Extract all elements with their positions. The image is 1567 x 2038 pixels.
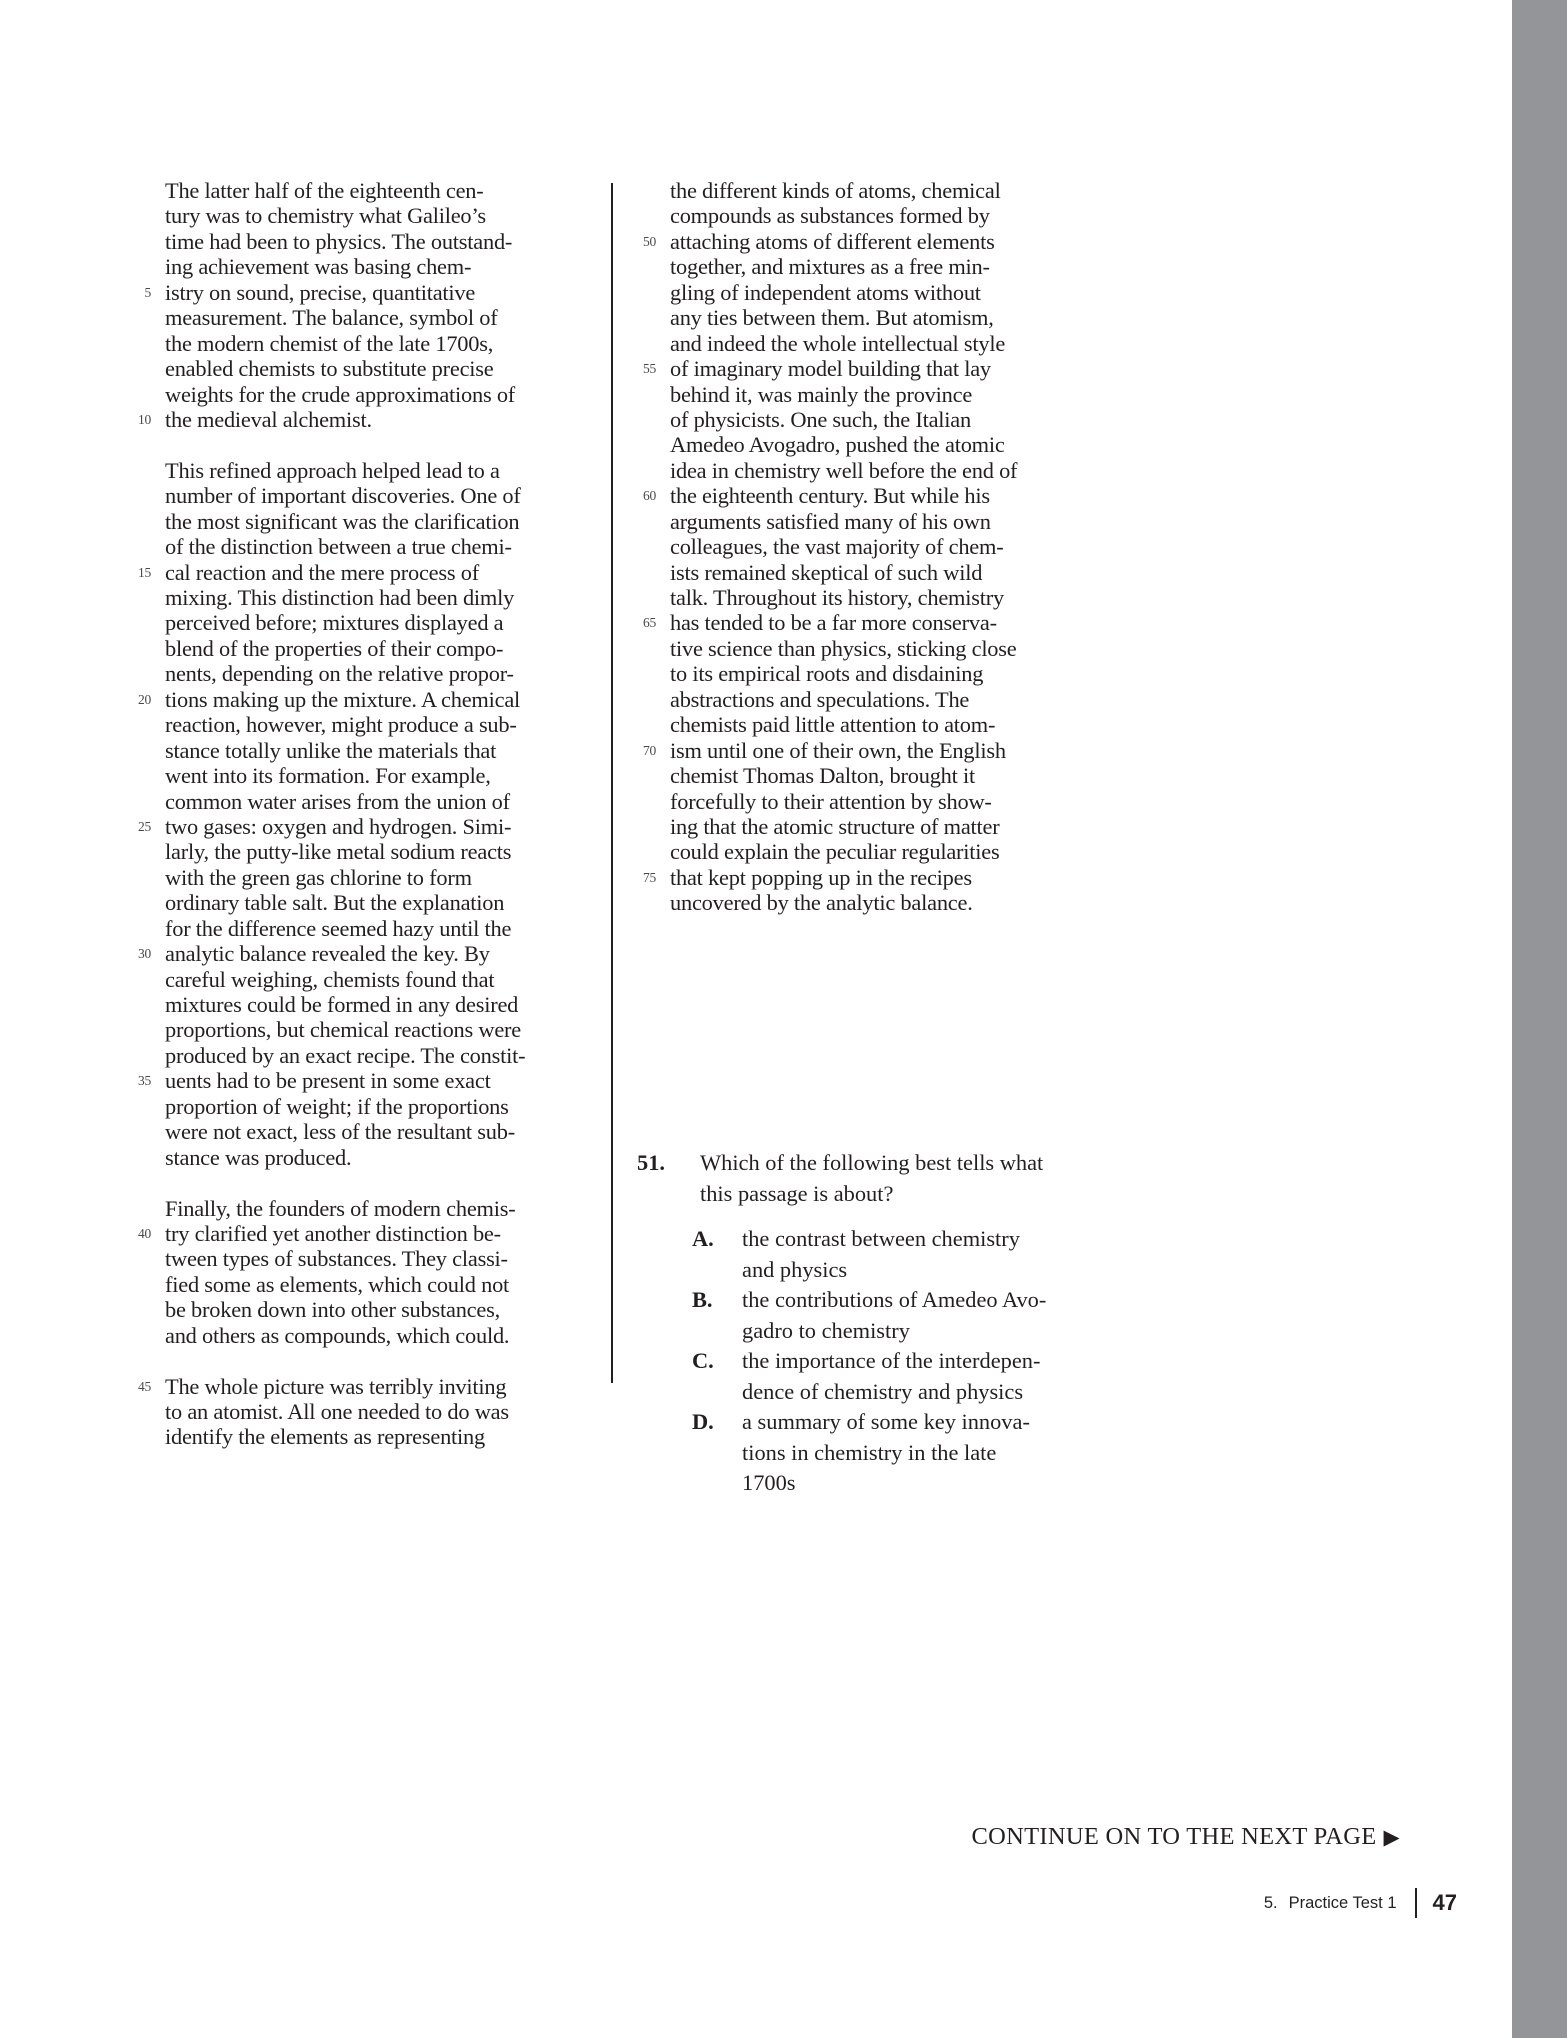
passage-line-text: stance totally unlike the materials that [165, 737, 497, 763]
passage-line [165, 483, 585, 508]
line-number: 55 [642, 361, 656, 377]
footer-chapter-number: 5. [1263, 1893, 1278, 1912]
continue-banner [0, 1795, 1400, 1879]
passage-line [642, 228, 1090, 254]
passage-line [165, 305, 585, 330]
passage-line [165, 992, 585, 1017]
passage-line [165, 356, 585, 381]
passage-line [670, 509, 1090, 534]
passage-line [670, 585, 1090, 610]
question-block [637, 1148, 1097, 1499]
passage-line-text: tween types of substances. They classi- [165, 1246, 508, 1272]
passage-line [165, 331, 585, 356]
passage-line-text: This refined approach helped lead to a [165, 457, 500, 483]
passage-line-text: proportions, but chemical reactions were [165, 1017, 522, 1043]
passage-line [165, 712, 585, 737]
passage-line-text: uncovered by the analytic balance. [670, 890, 973, 916]
answer-choice-letter: D. [692, 1409, 714, 1434]
passage-line-text: ists remained skeptical of such wild [670, 559, 983, 585]
line-number: 40 [137, 1225, 151, 1241]
passage-line [137, 1068, 585, 1094]
passage-line-text: gling of independent atoms without [670, 279, 981, 305]
answer-choice-line: 1700s [742, 1470, 796, 1495]
passage-line [642, 610, 1090, 636]
passage-line [165, 1323, 585, 1348]
passage-line [137, 941, 585, 967]
passage-line [165, 1119, 585, 1144]
line-number: 10 [137, 411, 151, 427]
answer-choice-d[interactable] [692, 1407, 1097, 1499]
footer-divider [1415, 1888, 1417, 1918]
passage-line-text: fied some as elements, which could not [165, 1271, 510, 1297]
passage-line-text: colleagues, the vast majority of chem- [670, 534, 1004, 560]
column-divider [611, 183, 613, 1383]
passage-line-text: compounds as substances formed by [670, 203, 990, 229]
passage-line [165, 509, 585, 534]
answer-choice-line: the importance of the interdepen- [742, 1348, 1041, 1373]
passage-line [165, 738, 585, 763]
passage-line [670, 687, 1090, 712]
answer-choice-c[interactable] [692, 1346, 1097, 1407]
passage-line-text: arguments satisfied many of his own [670, 508, 991, 534]
passage-line-text: careful weighing, chemists found that [165, 966, 495, 992]
line-number: 15 [137, 564, 151, 580]
line-number: 45 [137, 1378, 151, 1394]
passage-line-text: reaction, however, might produce a sub- [165, 712, 517, 738]
passage-line [670, 814, 1090, 839]
passage-line-text: be broken down into other substances, [165, 1297, 500, 1323]
answer-choice-a[interactable] [692, 1224, 1097, 1285]
passage-line [165, 661, 585, 686]
passage-line [165, 458, 585, 483]
passage-line [137, 406, 585, 432]
passage-line [670, 203, 1090, 228]
passage-line-text: identify the elements as representing [165, 1424, 485, 1450]
passage-line-text: has tended to be a far more conserva- [670, 610, 997, 636]
answer-choice-line: the contributions of Amedeo Avo- [742, 1287, 1047, 1312]
passage-line-text: uents had to be present in some exact [165, 1068, 491, 1094]
line-number: 35 [137, 1073, 151, 1089]
passage-line-text: attaching atoms of different elements [670, 228, 995, 254]
passage-line-text: together, and mixtures as a free min- [670, 254, 990, 280]
passage-line-text: tive science than physics, sticking close [670, 635, 1017, 661]
passage-line [137, 813, 585, 839]
passage-line [165, 1246, 585, 1271]
passage-line [670, 432, 1090, 457]
passage-line-text: the different kinds of atoms, chemical [670, 178, 1001, 203]
line-number: 70 [642, 742, 656, 758]
passage-line-text: tions making up the mixture. A chemical [165, 686, 521, 712]
passage-line [670, 382, 1090, 407]
page-footer [1264, 1888, 1457, 1918]
passage-line-text: produced by an exact recipe. The constit- [165, 1042, 526, 1068]
passage-line-text: chemists paid little attention to atom- [670, 712, 996, 738]
passage-line-text: ism until one of their own, the English [670, 737, 1006, 763]
passage-line [670, 712, 1090, 737]
question-stem-line: this passage is about? [700, 1180, 894, 1206]
passage-line [137, 1220, 585, 1246]
passage-line-text: talk. Throughout its history, chemistry [670, 585, 1004, 610]
passage-line-text: the medieval alchemist. [165, 406, 372, 432]
passage-line-text: could explain the peculiar regularities [670, 839, 1000, 865]
passage-line-text: the modern chemist of the late 1700s, [165, 330, 494, 356]
passage-line [670, 305, 1090, 330]
line-number: 30 [137, 946, 151, 962]
passage-line [165, 839, 585, 864]
passage-line-text: mixtures could be formed in any desired [165, 992, 519, 1017]
passage-line [670, 839, 1090, 864]
passage-line [670, 178, 1090, 203]
passage-line [642, 864, 1090, 890]
answer-choice-line: gadro to chemistry [742, 1317, 910, 1343]
passage-line [165, 1272, 585, 1297]
passage-line [165, 1399, 585, 1424]
continue-label: CONTINUE ON TO THE NEXT PAGE [971, 1823, 1377, 1850]
passage-line-text: try clarified yet another distinction be- [165, 1220, 501, 1246]
question-number: 51. [637, 1150, 665, 1175]
passage-line-text: measurement. The balance, symbol of [165, 305, 498, 331]
passage-line [165, 636, 585, 661]
passage-line [670, 407, 1090, 432]
passage-line [165, 178, 585, 203]
passage-line [165, 890, 585, 915]
answer-choice-letter: B. [692, 1287, 713, 1312]
passage-line-text: perceived before; mixtures displayed a [165, 610, 504, 636]
passage-line [670, 636, 1090, 661]
passage-line-text: proportion of weight; if the proportions [165, 1093, 509, 1119]
footer-title: Practice Test 1 [1288, 1893, 1397, 1912]
triangle-right-icon: ▶ [1383, 1825, 1400, 1849]
passage-line [670, 763, 1090, 788]
footer-page-number: 47 [1432, 1890, 1457, 1915]
line-number: 5 [144, 284, 151, 300]
passage-line-text: any ties between them. But atomism, [670, 305, 994, 331]
passage-line [670, 280, 1090, 305]
passage-line [137, 686, 585, 712]
passage-line [165, 1094, 585, 1119]
passage-line [137, 1373, 585, 1399]
passage-line [137, 559, 585, 585]
passage-line-text: of imaginary model building that lay [670, 356, 991, 382]
passage-line-text: and indeed the whole intellectual style [670, 330, 1006, 356]
passage-line-text: went into its formation. For example, [165, 763, 491, 789]
passage-line [670, 331, 1090, 356]
passage-line-text: the eighteenth century. But while his [670, 483, 990, 509]
passage-line-text: Amedeo Avogadro, pushed the atomic [670, 432, 1005, 458]
passage-line [642, 483, 1090, 509]
passage-line-text: with the green gas chlorine to form [165, 864, 472, 890]
answer-choice-line: a summary of some key innova- [742, 1409, 1030, 1434]
passage-line [165, 585, 585, 610]
passage-line [670, 534, 1090, 559]
passage-line-text: Finally, the founders of modern chemis- [165, 1195, 516, 1221]
line-number: 50 [642, 233, 656, 249]
passage-line [144, 279, 585, 305]
passage-line-text: abstractions and speculations. The [670, 686, 970, 712]
passage-line [165, 1297, 585, 1322]
line-number: 20 [137, 691, 151, 707]
passage-line-text: larly, the putty-like metal sodium reacts [165, 839, 512, 865]
line-number: 60 [642, 488, 656, 504]
answer-choices [637, 1224, 1097, 1499]
passage-line [165, 254, 585, 279]
passage-line-text: ing that the atomic structure of matter [670, 813, 1000, 839]
question-stem-row [637, 1148, 1097, 1209]
passage-line-text: istry on sound, precise, quantitative [165, 279, 476, 305]
passage-line [165, 382, 585, 407]
passage-line [642, 356, 1090, 382]
passage-line-text: tury was to chemistry what Galileo’s [165, 203, 486, 229]
answer-choice-line: dence of chemistry and physics [742, 1378, 1024, 1404]
passage-line [670, 789, 1090, 814]
passage-line-text: stance was produced. [165, 1144, 352, 1170]
line-number: 25 [137, 818, 151, 834]
passage-line [670, 890, 1090, 915]
passage-line-text: nents, depending on the relative propor- [165, 661, 514, 687]
answer-choice-line: and physics [742, 1256, 848, 1282]
passage-line [165, 534, 585, 559]
passage-line [670, 661, 1090, 686]
question-stem [700, 1148, 1097, 1209]
right-edge-bar [1512, 0, 1567, 2038]
answer-choice-letter: C. [692, 1348, 714, 1373]
passage-line [165, 1145, 585, 1170]
passage-line-text: analytic balance revealed the key. By [165, 941, 490, 967]
passage-line [165, 967, 585, 992]
passage-line-text: time had been to physics. The outstand- [165, 228, 513, 254]
passage-line [165, 610, 585, 635]
passage-line [165, 1017, 585, 1042]
question-stem-line: Which of the following best tells what [700, 1150, 1044, 1175]
passage-line-text: enabled chemists to substitute precise [165, 356, 494, 382]
passage-line-text: that kept popping up in the recipes [670, 864, 972, 890]
passage-left-column [137, 178, 585, 1450]
passage-line-text: were not exact, less of the resultant sub- [165, 1119, 515, 1145]
paragraph-gap [165, 432, 585, 457]
paragraph-gap [165, 1170, 585, 1195]
passage-line-text: blend of the properties of their compo- [165, 635, 504, 661]
passage-line-text: two gases: oxygen and hydrogen. Simi- [165, 813, 512, 839]
passage-line-text: to its empirical roots and disdaining [670, 661, 984, 687]
passage-line-text: of physicists. One such, the Italian [670, 406, 971, 432]
passage-line-text: weights for the crude approximations of [165, 381, 516, 407]
passage-line-text: ordinary table salt. But the explanation [165, 890, 505, 916]
passage-line [165, 916, 585, 941]
line-number: 65 [642, 615, 656, 631]
answer-choice-letter: A. [692, 1226, 714, 1251]
passage-line-text: The whole picture was terribly inviting [165, 1373, 507, 1399]
passage-line-text: for the difference seemed hazy until the [165, 915, 512, 941]
passage-line-text: behind it, was mainly the province [670, 381, 973, 407]
passage-right-column [642, 178, 1090, 916]
passage-line [165, 1043, 585, 1068]
passage-line-text: the most significant was the clarification [165, 508, 520, 534]
passage-line-text: common water arises from the union of [165, 788, 510, 814]
passage-line [165, 865, 585, 890]
passage-line [165, 789, 585, 814]
passage-line-text: and others as compounds, which could. [165, 1322, 510, 1348]
passage-line [165, 763, 585, 788]
passage-line-text: ing achievement was basing chem- [165, 254, 472, 280]
answer-choice-b[interactable] [692, 1285, 1097, 1346]
passage-line-text: cal reaction and the mere process of [165, 559, 479, 585]
passage-line-text: idea in chemistry well before the end of [670, 457, 1018, 483]
passage-line [642, 737, 1090, 763]
answer-choice-line: tions in chemistry in the late [742, 1439, 997, 1465]
passage-line-text: number of important discoveries. One of [165, 483, 521, 509]
passage-line-text: chemist Thomas Dalton, brought it [670, 763, 976, 789]
passage-line [165, 203, 585, 228]
passage-line-text: of the distinction between a true chemi- [165, 534, 512, 560]
passage-line-text: to an atomist. All one needed to do was [165, 1399, 509, 1424]
passage-line-text: mixing. This distinction had been dimly [165, 585, 515, 610]
passage-line-text: forcefully to their attention by show- [670, 788, 992, 814]
passage-line [165, 1424, 585, 1449]
passage-line [165, 229, 585, 254]
answer-choice-line: the contrast between chemistry [742, 1226, 1020, 1251]
paragraph-gap [165, 1348, 585, 1373]
passage-line [670, 254, 1090, 279]
passage-line [670, 560, 1090, 585]
line-number: 75 [642, 869, 656, 885]
passage-line [670, 458, 1090, 483]
passage-line [165, 1196, 585, 1221]
passage-line-text: The latter half of the eighteenth cen- [165, 178, 484, 203]
